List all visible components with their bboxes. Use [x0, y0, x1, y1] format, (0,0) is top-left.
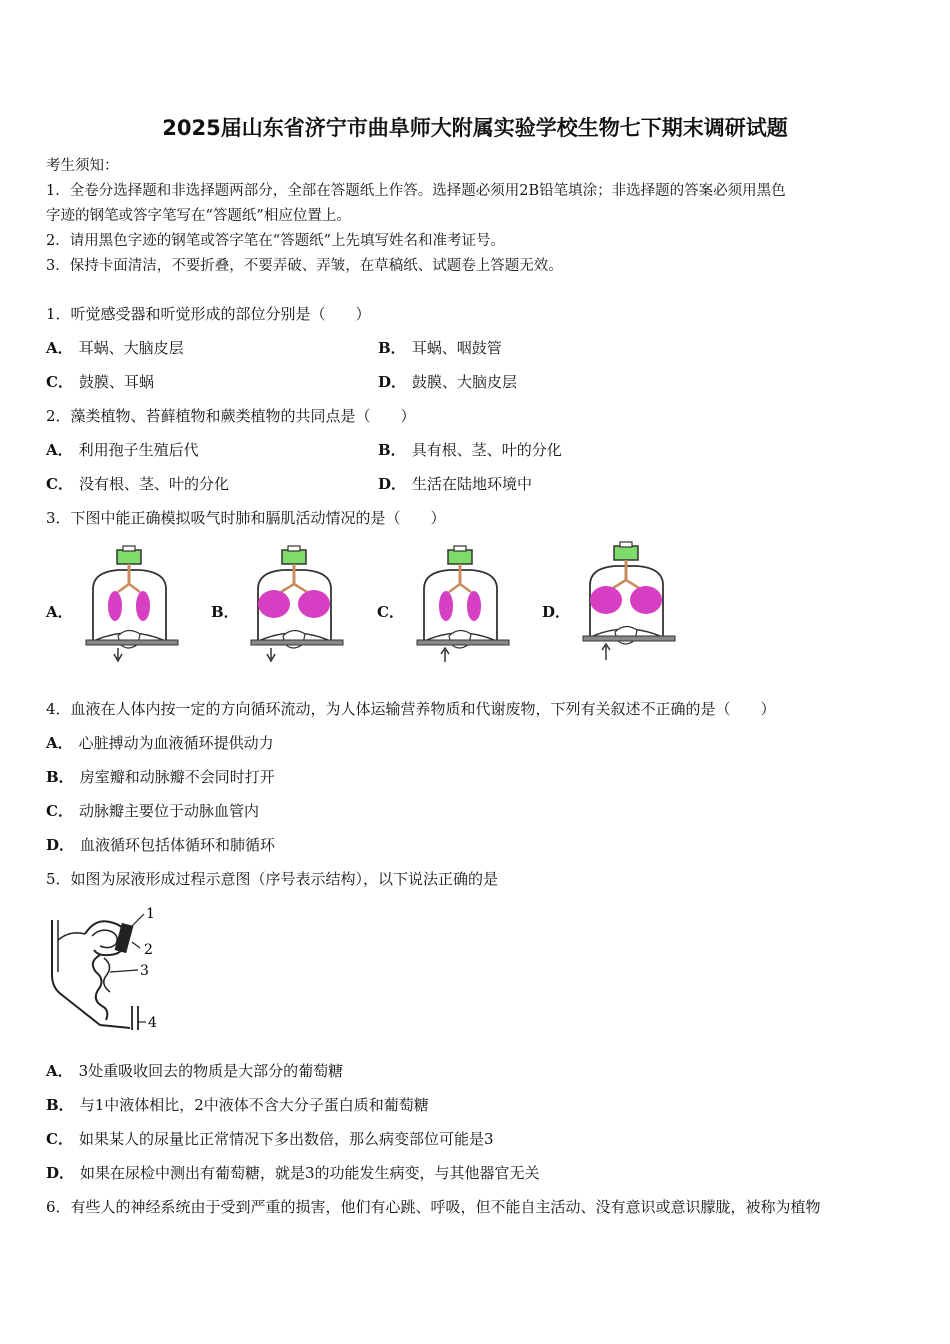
- option-text: 没有根、茎、叶的分化: [78, 475, 229, 493]
- nephron-diagram: [40, 900, 170, 1040]
- question-4-stem: 4．血液在人体内按一定的方向循环流动，为人体运输营养物质和代谢废物，下列有关叙述不正确的是（ ）: [46, 700, 776, 718]
- q1-option-c[interactable]: [46, 371, 154, 392]
- q3-option-d-label[interactable]: D．: [542, 603, 571, 621]
- option-text: 3处重吸收回去的物质是大部分的葡萄糖: [78, 1062, 344, 1080]
- nephron-label-3: 3: [140, 963, 149, 979]
- notice-item: 3．保持卡面清洁，不要折叠，不要弄破、弄皱，在草稿纸、试题卷上答题无效。: [46, 258, 563, 274]
- nephron-label-2: 2: [144, 942, 153, 958]
- option-letter: C．: [46, 475, 73, 493]
- q4-option-a[interactable]: [46, 732, 274, 753]
- option-letter: A．: [46, 441, 73, 459]
- option-text: 如果某人的尿量比正常情况下多出数倍，那么病变部位可能是3: [78, 1130, 494, 1148]
- q3-option-a-label[interactable]: A．: [46, 603, 73, 621]
- option-text: 具有根、茎、叶的分化: [411, 441, 562, 459]
- option-text: 血液循环包括体循环和肺循环: [80, 836, 276, 854]
- option-text: 心脏搏动为血液循环提供动力: [78, 734, 274, 752]
- option-letter: D．: [378, 373, 407, 391]
- option-letter: C．: [46, 373, 73, 391]
- option-letter: D．: [46, 836, 75, 854]
- option-letter: C．: [46, 802, 73, 820]
- option-letter: D．: [378, 475, 407, 493]
- option-letter: B．: [46, 1096, 74, 1114]
- q2-option-d[interactable]: [378, 473, 532, 494]
- option-letter: B．: [46, 768, 74, 786]
- q5-option-a[interactable]: [46, 1060, 343, 1081]
- nephron-label-1: 1: [146, 906, 155, 922]
- option-letter: A．: [46, 734, 73, 752]
- bell-jar-figure-c: [409, 544, 519, 664]
- q1-option-d[interactable]: [378, 371, 517, 392]
- notice-item: 2．请用黑色字迹的钢笔或答字笔在“答题纸”上先填写姓名和准考证号。: [46, 233, 506, 249]
- q2-option-b[interactable]: [378, 439, 562, 460]
- q5-option-b[interactable]: [46, 1094, 429, 1115]
- option-letter: A．: [46, 339, 73, 357]
- notice-item: 字迹的钢笔或答字笔写在“答题纸”相应位置上。: [46, 208, 351, 224]
- q2-option-c[interactable]: [46, 473, 229, 494]
- option-letter: B．: [378, 441, 406, 459]
- notice-heading: 考生须知：: [46, 158, 119, 174]
- option-text: 与1中液体相比，2中液体不含大分子蛋白质和葡萄糖: [79, 1096, 429, 1114]
- page-title: 2025届山东省济宁市曲阜师大附属实验学校生物七下期末调研试题: [162, 116, 788, 140]
- question-1-stem: 1．听觉感受器和听觉形成的部位分别是（ ）: [46, 305, 371, 323]
- option-text: 动脉瓣主要位于动脉血管内: [78, 802, 259, 820]
- option-letter: A．: [46, 1062, 73, 1080]
- q5-option-d[interactable]: [46, 1162, 540, 1183]
- option-text: 耳蜗、咽鼓管: [411, 339, 502, 357]
- question-6-stem: 6．有些人的神经系统由于受到严重的损害，他们有心跳、呼吸，但不能自主活动、没有意识或意识朦胧，被称为植物: [46, 1198, 821, 1216]
- nephron-label-4: 4: [148, 1015, 157, 1031]
- option-letter: C．: [46, 1130, 73, 1148]
- option-text: 耳蜗、大脑皮层: [78, 339, 184, 357]
- q4-option-c[interactable]: [46, 800, 259, 821]
- q5-option-c[interactable]: [46, 1128, 494, 1149]
- bell-jar-figure-d: [575, 540, 685, 664]
- option-text: 鼓膜、大脑皮层: [412, 373, 518, 391]
- q2-option-a[interactable]: [46, 439, 199, 460]
- q3-option-b-label[interactable]: B．: [211, 603, 239, 621]
- option-text: 如果在尿检中测出有葡萄糖，就是3的功能发生病变，与其他器官无关: [80, 1164, 540, 1182]
- option-text: 鼓膜、耳蜗: [78, 373, 154, 391]
- notice-item: 1．全卷分选择题和非选择题两部分，全部在答题纸上作答。选择题必须用2B铅笔填涂；非选择题的答案必须用黑色: [46, 183, 786, 199]
- option-letter: D．: [46, 1164, 75, 1182]
- q1-option-a[interactable]: [46, 337, 184, 358]
- question-2-stem: 2．藻类植物、苔藓植物和蕨类植物的共同点是（ ）: [46, 407, 416, 425]
- bell-jar-figure-a: [78, 544, 188, 664]
- option-text: 生活在陆地环境中: [412, 475, 533, 493]
- q4-option-b[interactable]: [46, 766, 275, 787]
- question-5-stem: 5．如图为尿液形成过程示意图（序号表示结构），以下说法正确的是: [46, 870, 499, 888]
- q3-option-c-label[interactable]: C．: [377, 603, 404, 621]
- option-text: 利用孢子生殖后代: [78, 441, 199, 459]
- q4-option-d[interactable]: [46, 834, 275, 855]
- question-3-stem: 3．下图中能正确模拟吸气时肺和膈肌活动情况的是（ ）: [46, 509, 446, 527]
- bell-jar-figure-b: [243, 544, 353, 664]
- option-letter: B．: [378, 339, 406, 357]
- q1-option-b[interactable]: [378, 337, 502, 358]
- option-text: 房室瓣和动脉瓣不会同时打开: [79, 768, 275, 786]
